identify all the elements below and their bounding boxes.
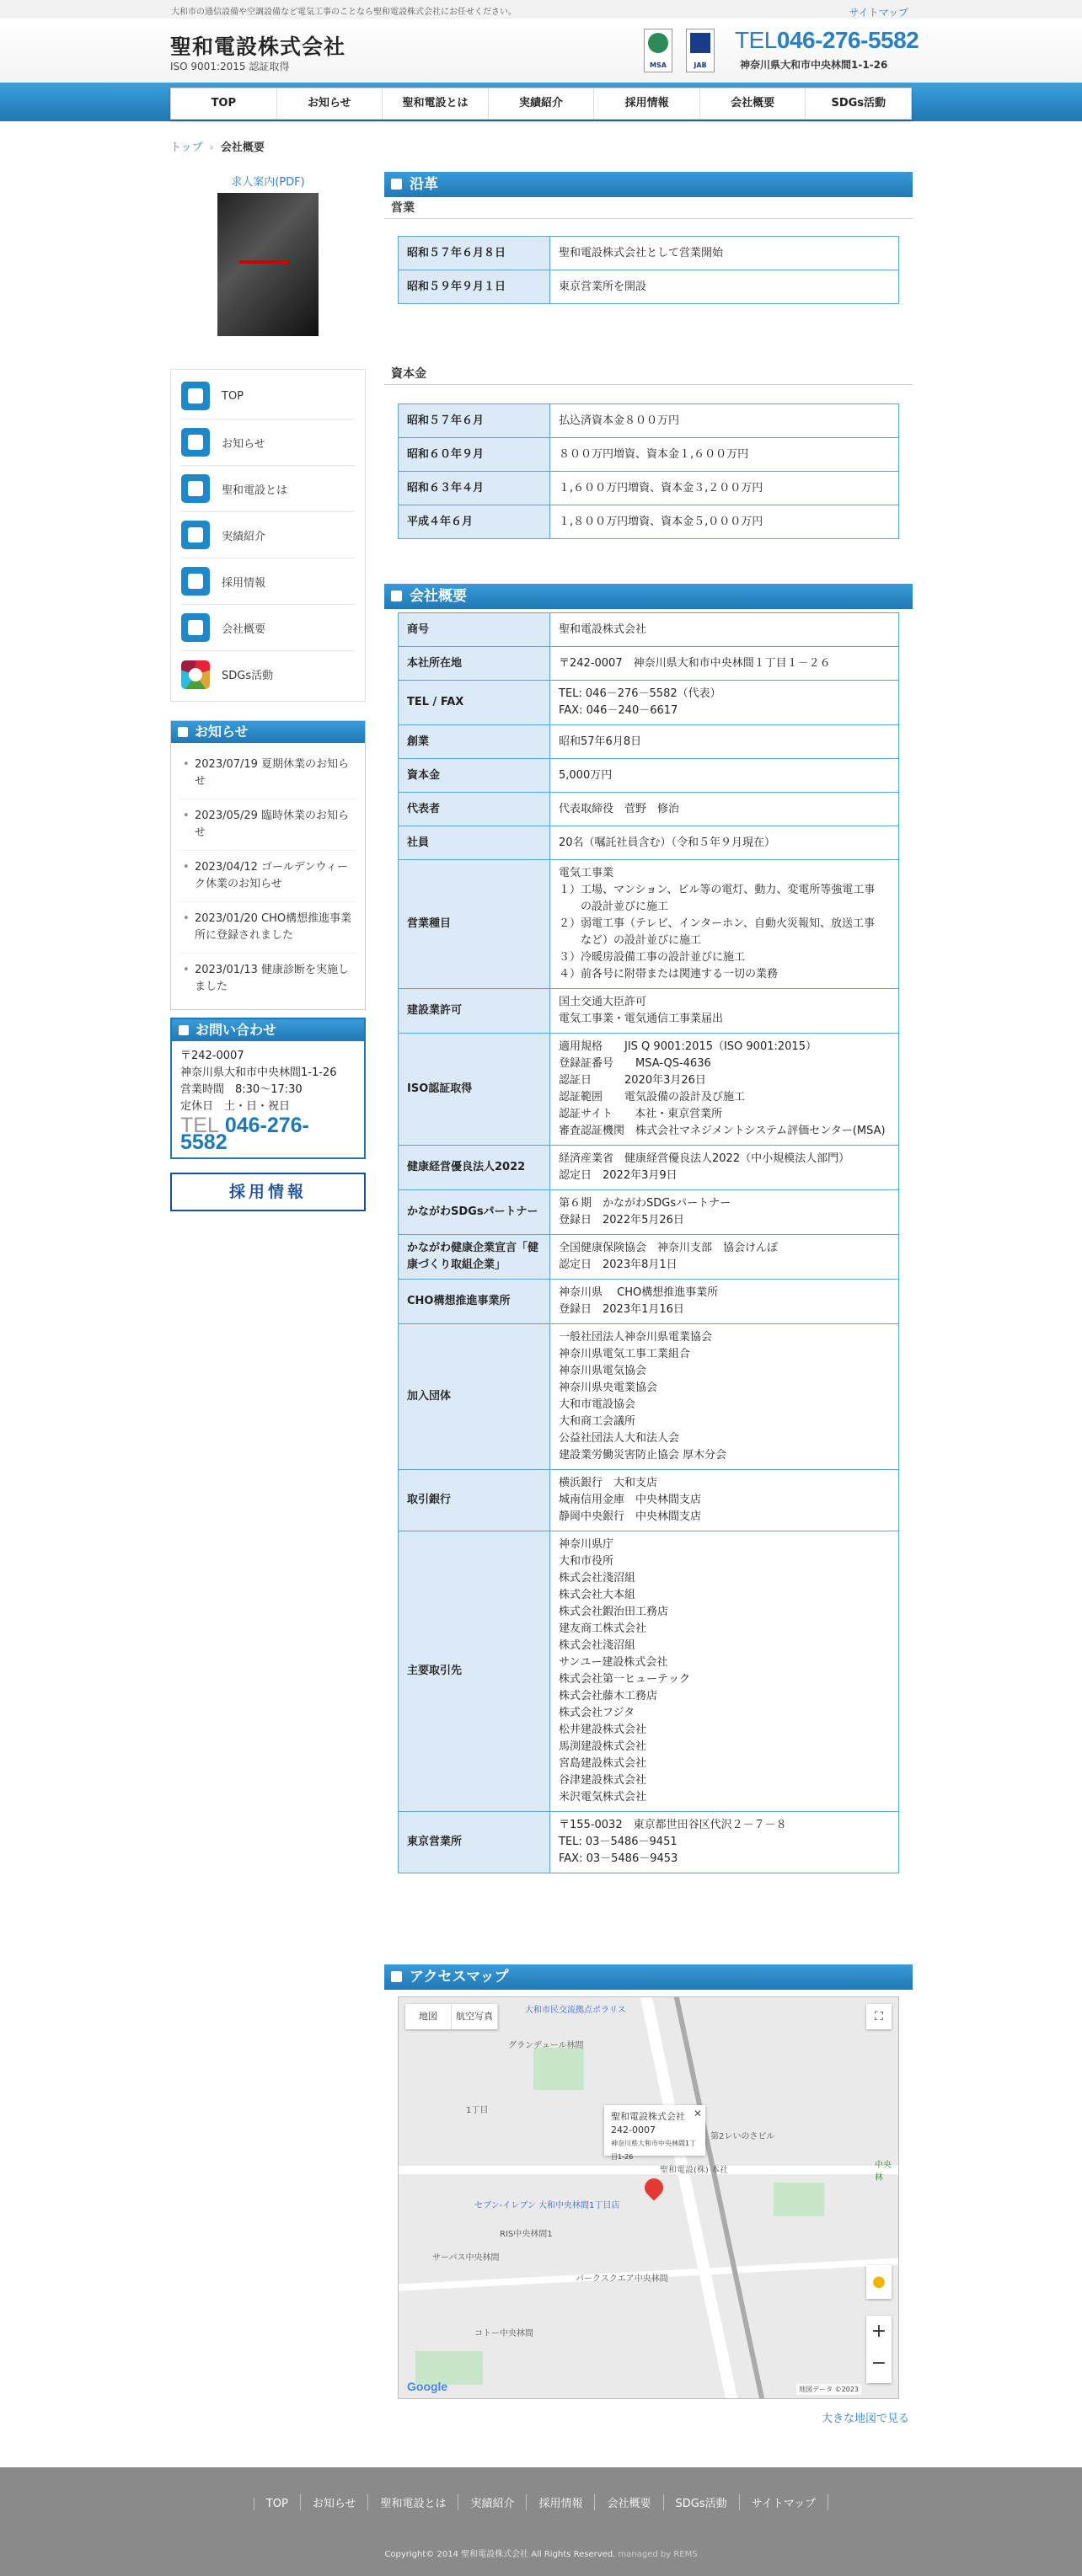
side-menu-sdgs[interactable]: SDGs活動 [181,651,355,697]
overview-value-line: ４）前各号に附帯または関連する一切の業務 [559,968,779,981]
building-icon [181,613,210,642]
overview-label: CHO構想推進事業所 [399,1280,550,1324]
table-row [399,647,899,681]
copyright: Copyright© 2014 聖和電設株式会社 All Rights Reserved. managed by REMS [384,2550,698,2559]
overview-value-line: 認証範囲 電気設備の設計及び施工 [559,1091,746,1104]
people-icon [181,567,210,596]
overview-value-line: 認証日 2020年3月26日 [559,1074,706,1087]
overview-value-line: 大和市役所 [559,1555,614,1568]
overview-label: 主要取引先 [399,1531,550,1812]
side-menu-recruit[interactable]: 採用情報 [181,558,355,605]
logo-mark-icon [181,474,210,503]
overview-value-line: 株式会社淺沼組 [559,1572,636,1585]
overview-value-line: 城南信用金庫 中央林間支店 [559,1494,702,1506]
overview-value-line: 公益社団法人大和法人会 [559,1432,680,1445]
overview-value [550,1034,899,1146]
overview-value [550,613,899,647]
overview-value [550,826,899,860]
overview-value-line: 米沢電気株式会社 [559,1791,647,1804]
global-nav [170,88,912,120]
pegman-icon[interactable]: ● [866,2265,892,2299]
table-row [399,793,899,826]
overview-value-line: 静岡中央銀行 中央林間支店 [559,1510,702,1523]
overview-value-line: 昭和57年6月8日 [559,735,642,748]
overview-value-line: 20名（嘱託社員含む）（令和５年９月現在） [559,836,776,849]
zoom-in-icon[interactable]: + [870,2321,887,2342]
overview-value-line: TEL: 046－276－5582（代表） [559,687,721,700]
table-row [399,1324,899,1470]
overview-value-line: １）工場、マンション、ビル等の電灯、動力、変電所等強電工事 [559,884,876,896]
overview-value-line: 神奈川県庁 [559,1538,614,1551]
overview-label: 商号 [399,613,550,647]
header-address: 神奈川県大和市中央林間1-1-26 [740,59,888,71]
overview-value-line: TEL: 03－5486－9451 [559,1836,678,1848]
overview-value-line: 認証サイト 本社・東京営業所 [559,1108,723,1120]
table-row: 平成４年６月 １,８００万円増資、資本金５,０００万円 [399,505,899,539]
map-tab-map[interactable]: 地図 [405,2004,452,2029]
nav-works[interactable]: 実績紹介 [488,88,594,119]
map-marker-icon[interactable] [640,2174,667,2200]
table-row [399,1531,899,1812]
recruit-pdf-thumbnail[interactable] [217,193,319,336]
overview-value-line: 登録日 2023年1月16日 [559,1303,684,1316]
map-copyright: 地図データ ©2023 [796,2384,861,2395]
overview-value-line: 建友商工株式会社 [559,1622,647,1635]
table-row: 昭和６０年９月 ８００万円増資、資本金１,６００万円 [399,438,899,472]
table-row [399,613,899,647]
table-row [399,681,899,725]
overview-value-line: など）の設計並びに施工 [559,934,702,947]
overview-value-line: 宮島建設株式会社 [559,1757,647,1770]
map-type-tabs [405,2004,498,2029]
breadcrumb-home[interactable]: トップ [170,142,203,154]
contact-title: お問い合わせ [172,1019,364,1041]
table-row [399,1034,899,1146]
side-menu-news[interactable]: お知らせ [181,420,355,466]
overview-value [550,1531,899,1812]
contact-box [170,1018,366,1159]
overview-value [550,725,899,759]
table-row [399,1146,899,1190]
side-menu-top[interactable]: TOP [181,373,355,420]
overview-label: 資本金 [399,759,550,793]
news-item[interactable]: • 2023/01/13 健康診断を実施しました [179,954,356,1004]
overview-label: 健康経営優良法人2022 [399,1146,550,1190]
overview-label: 社員 [399,826,550,860]
footer-link[interactable]: 採用情報 [526,2494,594,2510]
table-row: 昭和５７年６月 払込済資本金８００万円 [399,404,899,438]
overview-value-line: 全国健康保険協会 神奈川支部 協会けんぽ [559,1242,779,1254]
side-menu-about[interactable]: 聖和電設とは [181,466,355,512]
access-section [384,1964,913,1990]
overview-value-line: 登録証番号 MSA-QS-4636 [559,1057,711,1070]
overview-value-line: 神奈川県央電業協会 [559,1382,658,1394]
table-row: 昭和５９年９月１日 東京営業所を開設 [399,270,899,304]
side-menu-company[interactable]: 会社概要 [181,605,355,651]
breadcrumb-current: 会社概要 [220,142,265,154]
overview-value-line: 一般社団法人神奈川県電業協会 [559,1331,713,1344]
access-title: アクセスマップ [384,1964,913,1990]
history-subtitle: 営業 [384,197,913,219]
close-icon[interactable]: ✕ [693,2108,702,2119]
map-info-window: ✕ 聖和電設株式会社 242-0007 神奈川県大和市中央林間1丁目1-26 [604,2105,705,2156]
overview-label: 加入団体 [399,1324,550,1470]
footer-link[interactable]: SDGs活動 [663,2494,739,2510]
footer-link[interactable]: TOP [254,2498,300,2510]
company-logo[interactable]: 聖和電設株式会社 [170,35,346,59]
news-item[interactable]: • 2023/04/12 ゴールデンウィーク休業のお知らせ [179,851,356,902]
overview-value [550,989,899,1034]
table-row [399,1812,899,1873]
breadcrumb [170,138,265,154]
contact-line: 定休日 土・日・祝日 [180,1100,291,1113]
nav-sdgs[interactable]: SDGs活動 [805,88,911,119]
news-item[interactable]: • 2023/05/29 臨時休業のお知らせ [179,799,356,851]
footer [0,2467,1082,2576]
overview-value-line: 株式会社鍜治田工務店 [559,1606,669,1618]
nav-about[interactable]: 聖和電設とは [382,88,488,119]
overview-value-line: 認定日 2023年8月1日 [559,1259,678,1271]
overview-value-line: 国土交通大臣許可 [559,996,647,1008]
contact-line: 〒242-0007 [180,1050,244,1062]
overview-value-line: ３）冷暖房設備工事の設計並びに施工 [559,951,746,964]
recruit-pdf-link[interactable]: 求人案内(PDF) [231,176,305,189]
footer-nav [0,2494,1082,2510]
google-map[interactable]: 大和市民交流拠点ポラリス グランデュール林間 セブン-イレブン 大和中央林間1丁目店 RIS中央林間1 サーパス中央林間 パークスクエア中央林間 第2レいのさビル 中央林 聖和電設(株) 本社 コトー中央林間 1丁目 ✕ 聖和電設株式会社 242-0007 神奈川県大和市中央林間1丁目1-26 地図 航空写真 ⛶ ● + − Google 地図データ ©2023 [398,1996,899,2399]
overview-label: かながわSDGsパートナー [399,1190,550,1235]
history-table [398,236,899,304]
chevron-right-icon: › [209,142,214,154]
overview-label: TEL / FAX [399,681,550,725]
top-lead-text: 大和市の通信設備や空調設備など電気工事のことなら聖和電設株式会社にお任せください。 [171,8,517,17]
table-row [399,989,899,1034]
table-row [399,1190,899,1235]
news-item[interactable]: • 2023/07/19 夏期休業のお知らせ [179,748,356,799]
recruit-pdf [170,173,366,336]
overview-value [550,1812,899,1873]
footer-link[interactable]: お知らせ [300,2494,368,2510]
msa-cert-icon: MSA [644,29,672,72]
overview-value [550,1280,899,1324]
speech-bubble-icon [181,428,210,457]
overview-value-line: 神奈川県電気工事工業組合 [559,1348,691,1360]
table-row [399,1280,899,1324]
overview-value [550,681,899,725]
overview-value [550,1470,899,1531]
table-row [399,759,899,793]
overview-value-line: 松井建設株式会社 [559,1724,647,1736]
overview-value-line: 電気工事業・電気通信工事業届出 [559,1013,724,1025]
zoom-control[interactable] [866,2316,892,2383]
capital-subtitle: 資本金 [384,363,913,385]
overview-value-line: FAX: 046－240－6617 [559,704,678,717]
map-tab-satellite[interactable]: 航空写真 [452,2004,498,2029]
overview-table [398,612,899,1873]
overview-value-line: 適用規格 JIS Q 9001:2015（ISO 9001:2015） [559,1040,817,1053]
contact-line: 神奈川県大和市中央林間1-1-26 [180,1066,337,1079]
table-row [399,1470,899,1531]
overview-value-line: 馬渕建設株式会社 [559,1740,647,1753]
overview-value-line: 株式会社淺沼組 [559,1639,636,1652]
capital-section [384,363,913,539]
recruit-banner[interactable]: 採用情報 [170,1173,366,1211]
pen-icon [181,521,210,549]
overview-value-line: 株式会社大本組 [559,1589,636,1601]
overview-label: 創業 [399,725,550,759]
news-item[interactable]: • 2023/01/20 CHO構想推進事業所に登録されました [179,902,356,954]
overview-value [550,1324,899,1470]
overview-title: 会社概要 [384,584,913,609]
overview-label: 営業種目 [399,860,550,989]
overview-value-line: 谷津建設株式会社 [559,1774,647,1787]
overview-value [550,647,899,681]
overview-value-line: 株式会社藤木工務店 [559,1690,658,1702]
overview-value-line: 神奈川県 CHO構想推進事業所 [559,1286,719,1299]
fullscreen-icon[interactable]: ⛶ [866,2004,892,2029]
overview-value-line: FAX: 03－5486－9453 [559,1852,678,1865]
history-title: 沿革 [384,172,913,197]
contact-line: 営業時間 8:30〜17:30 [180,1083,303,1096]
jab-cert-icon: JAB [686,29,715,72]
overview-section [384,584,913,1873]
overview-value [550,1235,899,1280]
overview-label: 建設業許可 [399,989,550,1034]
overview-value [550,1190,899,1235]
overview-value-line: 横浜銀行 大和支店 [559,1477,658,1489]
contact-phone[interactable]: TEL 046-276-5582 [180,1114,309,1154]
overview-value-line: 電気工事業 [559,867,614,879]
overview-value-line: 大和商工会議所 [559,1415,636,1428]
header-phone[interactable]: TEL046-276-5582 [735,27,919,53]
overview-value-line: 株式会社第一ヒューテック [559,1673,691,1686]
footer-link[interactable]: 会社概要 [594,2494,662,2510]
table-row [399,1235,899,1280]
overview-value-line: 株式会社フジタ [559,1707,635,1719]
table-row: 昭和６３年４月 １,６００万円増資、資本金３,２００万円 [399,472,899,505]
nav-top[interactable]: TOP [211,97,237,110]
overview-label: かながわ健康企業宣言「健康づくり取組企業」 [399,1235,550,1280]
side-menu-works[interactable]: 実績紹介 [181,512,355,558]
top-bar [0,0,1082,19]
overview-label: 代表者 [399,793,550,826]
overview-value [550,759,899,793]
home-icon [181,382,210,410]
nav-news[interactable]: お知らせ [276,88,383,119]
table-row [399,725,899,759]
overview-value-line: 認定日 2022年3月9日 [559,1169,678,1182]
nav-company[interactable]: 会社概要 [699,88,806,119]
overview-value [550,1146,899,1190]
zoom-out-icon[interactable]: − [870,2353,887,2374]
overview-value [550,793,899,826]
overview-value [550,860,899,989]
sdgs-wheel-icon [181,660,210,689]
table-row: 昭和５７年６月８日 聖和電設株式会社として営業開始 [399,237,899,270]
large-map-link[interactable]: 大きな地図で見る [822,2413,910,2425]
overview-value-line: 大和市電設協会 [559,1398,636,1411]
overview-value-line: の設計並びに施工 [559,901,669,913]
table-row [399,860,899,989]
overview-value-line: ２）弱電工事（テレビ、インターホン、自動火災報知、放送工事 [559,917,876,930]
iso-note: ISO 9001:2015 認証取得 [170,61,290,72]
overview-value-line: 建設業労働災害防止協会 厚木分会 [559,1449,727,1462]
overview-value-line: 5,000万円 [559,768,613,782]
overview-label: ISO認証取得 [399,1034,550,1146]
table-row [399,826,899,860]
header [0,19,1082,83]
overview-value-line: 聖和電設株式会社 [559,623,647,636]
overview-value-line: 代表取締役 菅野 修治 [559,802,680,815]
overview-value-line: 〒155-0032 東京都世田谷区代沢２－７－８ [559,1819,787,1831]
overview-value-line: 登録日 2022年5月26日 [559,1214,684,1227]
overview-label: 本社所在地 [399,647,550,681]
footer-link[interactable]: サイトマップ [739,2494,829,2510]
overview-value-line: 神奈川県電気協会 [559,1365,647,1377]
overview-value-line: 〒242-0007 神奈川県大和市中央林間１丁目１－２６ [559,656,831,670]
overview-label: 東京営業所 [399,1812,550,1873]
capital-table [398,404,899,539]
overview-value-line: 審査認証機関 株式会社マネジメントシステム評価センター(MSA) [559,1125,886,1137]
news-box [170,720,366,1010]
overview-value-line: 第６期 かながわSDGsパートナー [559,1197,731,1210]
news-title: お知らせ [171,721,365,743]
footer-link[interactable]: 聖和電設とは [367,2494,458,2510]
footer-link[interactable]: 実績紹介 [458,2494,526,2510]
google-logo: Google [407,2380,448,2393]
side-menu [170,369,366,702]
sitemap-link[interactable]: サイトマップ [849,7,908,19]
overview-value-line: サンユー建設株式会社 [559,1656,668,1669]
overview-value-line: 経済産業省 健康経営優良法人2022（中小規模法人部門） [559,1152,850,1165]
history-section [384,172,913,304]
nav-recruit[interactable]: 採用情報 [593,88,699,119]
overview-label: 取引銀行 [399,1470,550,1531]
